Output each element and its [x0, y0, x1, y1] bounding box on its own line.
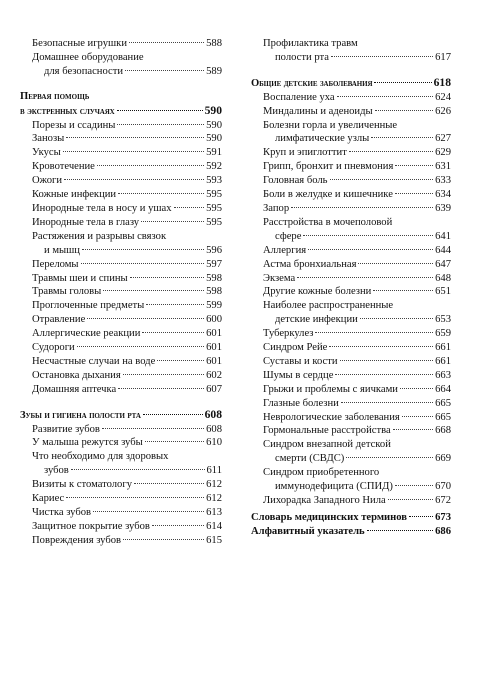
- toc-entry-page: 595: [206, 202, 222, 214]
- dot-leader: [145, 441, 204, 442]
- toc-entry[interactable]: [20, 160, 222, 174]
- toc-entry-page: 631: [435, 161, 451, 173]
- toc-entry[interactable]: [20, 478, 222, 492]
- toc-entry-page: 669: [435, 453, 451, 465]
- dot-leader: [66, 137, 204, 138]
- toc-entry[interactable]: [251, 258, 451, 272]
- toc-entry-page: 595: [206, 189, 222, 201]
- dot-leader: [118, 388, 204, 389]
- toc-entry-page: 614: [206, 520, 222, 532]
- dot-leader: [367, 530, 433, 531]
- toc-entry-page: 590: [206, 119, 222, 131]
- toc-entry[interactable]: [251, 105, 451, 119]
- toc-entry-page: 639: [435, 202, 451, 214]
- dot-leader: [395, 165, 433, 166]
- toc-entry-title: Боли в желудке и кишечнике: [263, 189, 393, 201]
- toc-entry-page: 665: [435, 397, 451, 409]
- toc-entry-page: 602: [206, 369, 222, 381]
- toc-entry[interactable]: [251, 480, 451, 494]
- toc-entry-title: Лихорадка Западного Нила: [263, 495, 386, 506]
- toc-entry-title: иммунодефицита (СПИД): [275, 481, 393, 493]
- toc-section-title: в экстренных случаях: [20, 105, 115, 117]
- dot-leader: [142, 332, 204, 333]
- dot-leader: [335, 374, 433, 375]
- toc-entry-title: Грипп, бронхит и пневмония: [263, 161, 394, 173]
- toc-entry-line: Наиболее распространенные: [263, 300, 394, 312]
- toc-entry-title: Отравление: [32, 314, 86, 326]
- toc-glossary[interactable]: [251, 511, 451, 525]
- toc-entry-page: 633: [435, 175, 451, 187]
- toc-entry[interactable]: [20, 383, 222, 397]
- toc-entry-line: Домашнее оборудование: [32, 51, 144, 63]
- toc-entry[interactable]: [251, 285, 451, 299]
- dot-leader: [315, 332, 433, 333]
- toc-entry[interactable]: [20, 327, 222, 341]
- toc-entry-page: 634: [435, 189, 451, 201]
- dot-leader: [340, 360, 434, 361]
- toc-entry[interactable]: [251, 188, 451, 202]
- toc-entry-page: 648: [435, 272, 451, 284]
- dot-leader: [123, 539, 204, 540]
- dot-leader: [373, 290, 433, 291]
- dot-leader: [117, 110, 203, 111]
- toc-section[interactable]: [20, 104, 222, 119]
- dot-leader: [360, 318, 433, 319]
- dot-leader: [371, 137, 433, 138]
- toc-entry-title: Травмы шеи и спины: [32, 272, 128, 284]
- toc-entry[interactable]: [20, 506, 222, 520]
- dot-leader: [130, 277, 204, 278]
- toc-section-title: Первая помощь: [20, 90, 90, 102]
- toc-entry-page: 664: [435, 383, 451, 395]
- toc-entry-title: Инородные тела в глазу: [32, 216, 140, 228]
- toc-entry[interactable]: [251, 91, 451, 105]
- toc-entry[interactable]: [251, 244, 451, 258]
- toc-entry-page: 588: [206, 38, 222, 49]
- dot-leader: [331, 56, 433, 57]
- toc-index[interactable]: [251, 525, 451, 539]
- toc-entry[interactable]: [20, 119, 222, 133]
- toc-entry[interactable]: [20, 285, 222, 299]
- dot-leader: [409, 516, 433, 517]
- dot-leader: [125, 70, 204, 71]
- toc-entry-page: 661: [435, 355, 451, 367]
- toc-entry-title: Развитие зубов: [32, 423, 100, 435]
- toc-entry[interactable]: [20, 313, 222, 327]
- toc-entry-title: Грыжи и проблемы с яичками: [263, 383, 398, 395]
- toc-section-page: 590: [204, 103, 222, 117]
- dot-leader: [174, 207, 205, 208]
- dot-leader: [77, 346, 204, 347]
- toc-entry[interactable]: [20, 188, 222, 202]
- toc-entry-page: 668: [435, 425, 451, 437]
- toc-entry-page: 641: [435, 230, 451, 242]
- toc-entry[interactable]: [20, 272, 222, 286]
- dot-leader: [134, 483, 204, 484]
- dot-leader: [337, 96, 433, 97]
- toc-entry[interactable]: [251, 494, 451, 508]
- toc-entry-title: полости рта: [275, 51, 329, 63]
- dot-leader: [308, 249, 433, 250]
- dot-leader: [346, 457, 433, 458]
- toc-entry-title: Воспаление уха: [263, 91, 335, 103]
- toc-entry-page: 607: [206, 383, 222, 395]
- toc-entry-title: Туберкулез: [263, 328, 314, 340]
- toc-entry[interactable]: [20, 492, 222, 506]
- toc-entry-page: 613: [206, 507, 222, 518]
- toc-entry-page: 590: [206, 133, 222, 145]
- dot-leader: [358, 263, 433, 264]
- dot-leader: [330, 179, 434, 180]
- dot-leader: [329, 346, 433, 347]
- toc-entry-page: 608: [206, 423, 222, 435]
- toc-entry[interactable]: [20, 146, 222, 160]
- toc-entry-line: Что необходимо для здоровых: [32, 451, 169, 463]
- toc-entry[interactable]: [251, 383, 451, 397]
- toc-right-column: [251, 37, 451, 539]
- toc-entry-page: 598: [206, 286, 222, 298]
- toc-entry-page: 611: [206, 465, 222, 477]
- toc-entry-title: зубов: [44, 465, 69, 477]
- toc-entry-page: 601: [206, 355, 222, 367]
- toc-entry-title: Защитное покрытие зубов: [32, 520, 150, 532]
- toc-entry-page: 644: [435, 244, 451, 256]
- toc-entry-page: 601: [206, 342, 222, 354]
- toc-entry-line: Синдром приобретенного: [263, 467, 380, 479]
- dot-leader: [341, 402, 433, 403]
- toc-entry-page: 598: [206, 272, 222, 284]
- toc-section-title: Зубы и гигиена полости рта: [20, 409, 141, 421]
- toc-entry-page: 600: [206, 314, 222, 326]
- dot-leader: [395, 193, 433, 194]
- toc-entry-page: 651: [435, 286, 451, 298]
- toc-entry[interactable]: [251, 341, 451, 355]
- toc-entry-title: Повреждения зубов: [32, 534, 122, 546]
- toc-entry-page: 661: [435, 342, 451, 354]
- toc-entry-page: 615: [206, 534, 222, 546]
- toc-entry-title: детские инфекции: [275, 314, 358, 326]
- toc-entry-page: 624: [435, 91, 451, 103]
- toc-entry[interactable]: [20, 355, 222, 369]
- dot-leader: [303, 235, 433, 236]
- toc-entry-title: Проглоченные предметы: [32, 300, 145, 312]
- dot-leader: [103, 290, 204, 291]
- toc-entry-title: Домашняя аптечка: [32, 383, 117, 395]
- toc-entry[interactable]: [20, 37, 222, 51]
- toc-entry[interactable]: [20, 244, 222, 258]
- toc-entry-title: Круп и эпиглоттит: [263, 147, 347, 159]
- dot-leader: [400, 388, 433, 389]
- toc-entry-page: 595: [206, 216, 222, 228]
- toc-section-title: Алфавитный указатель: [251, 525, 365, 537]
- toc-entry-line: Расстройства в мочеполовой: [263, 216, 393, 228]
- dot-leader: [87, 318, 204, 319]
- dot-leader: [375, 110, 434, 111]
- toc-entry[interactable]: [251, 146, 451, 160]
- dot-leader: [395, 485, 433, 486]
- toc-entry-title: Порезы и ссадины: [32, 119, 116, 131]
- toc-entry-page: 592: [206, 161, 222, 173]
- toc-entry-title: Переломы: [32, 258, 79, 270]
- toc-entry[interactable]: [20, 464, 222, 478]
- toc-entry-title: смерти (СВДС): [275, 453, 345, 465]
- toc-section-page: 608: [204, 407, 222, 421]
- dot-leader: [93, 511, 204, 512]
- dot-leader: [143, 414, 203, 415]
- toc-entry-line: Растяжения и разрывы связок: [32, 230, 167, 242]
- toc-section-page: 686: [435, 525, 451, 537]
- toc-section-title: Общие детские заболевания: [251, 77, 373, 89]
- toc-entry-line: Профилактика травм: [263, 38, 358, 49]
- toc-entry-title: Суставы и кости: [263, 355, 338, 367]
- toc-entry-title: Синдром Рейе: [263, 342, 328, 354]
- toc-entry-page: 672: [435, 495, 451, 506]
- dot-leader: [297, 277, 433, 278]
- toc-entry-title: У малыша режутся зубы: [32, 437, 143, 449]
- toc-entry[interactable]: [20, 423, 222, 437]
- toc-entry-title: Неврологические заболевания: [263, 411, 400, 423]
- toc-entry-page: 627: [435, 133, 451, 145]
- toc-entry[interactable]: [251, 369, 451, 383]
- dot-leader: [123, 374, 204, 375]
- toc-entry-page: 665: [435, 411, 451, 423]
- toc-entry[interactable]: [20, 341, 222, 355]
- toc-entry-title: Миндалины и аденоиды: [263, 105, 373, 117]
- toc-entry[interactable]: [20, 202, 222, 216]
- toc-entry-title: сфере: [275, 230, 302, 242]
- toc-entry-title: Безопасные игрушки: [32, 38, 127, 49]
- toc-entry-page: 589: [206, 65, 222, 77]
- toc-entry-page: 601: [206, 328, 222, 340]
- toc-entry[interactable]: [20, 174, 222, 188]
- dot-leader: [393, 429, 433, 430]
- toc-entry[interactable]: [251, 174, 451, 188]
- toc-section-title: Словарь медицинских терминов: [251, 511, 408, 523]
- toc-entry-page: 653: [435, 314, 451, 326]
- toc-entry-page: 599: [206, 300, 222, 312]
- toc-entry-page: 596: [206, 244, 222, 256]
- dot-leader: [81, 263, 205, 264]
- dot-leader: [82, 249, 204, 250]
- toc-entry-page: 629: [435, 147, 451, 159]
- toc-entry[interactable]: [20, 216, 222, 230]
- toc-entry-title: Укусы: [32, 147, 61, 159]
- toc-entry[interactable]: [251, 397, 451, 411]
- toc-entry-page: 610: [206, 437, 222, 449]
- toc-entry-title: Кариес: [32, 493, 65, 505]
- toc-entry-page: 626: [435, 105, 451, 117]
- toc-entry-page: 597: [206, 258, 222, 270]
- toc-entry-title: для безопасности: [44, 65, 124, 77]
- toc-entry-title: Судороги: [32, 342, 75, 354]
- toc-entry-title: Астма бронхиальная: [263, 258, 357, 270]
- toc-entry-title: Аллергия: [263, 244, 307, 256]
- toc-entry-title: Аллергические реакции: [32, 328, 141, 340]
- toc-entry-page: 617: [435, 51, 451, 63]
- dot-leader: [141, 221, 204, 222]
- toc-entry-title: Гормональные расстройства: [263, 425, 391, 437]
- toc-entry-line: Болезни горла и увеличенные: [263, 119, 398, 131]
- toc-entry-page: 612: [206, 479, 222, 491]
- dot-leader: [71, 469, 205, 470]
- toc-entry[interactable]: [20, 65, 222, 79]
- toc-entry-page: 593: [206, 175, 222, 187]
- toc-entry[interactable]: [251, 424, 451, 438]
- dot-leader: [388, 499, 433, 500]
- toc-entry-title: Другие кожные болезни: [263, 286, 372, 298]
- dot-leader: [129, 42, 204, 43]
- toc-entry-page: 659: [435, 328, 451, 340]
- toc-entry-page: 663: [435, 369, 451, 381]
- toc-entry[interactable]: [251, 355, 451, 369]
- toc-entry[interactable]: [20, 369, 222, 383]
- toc-entry[interactable]: [251, 452, 451, 466]
- toc-entry-line: Синдром внезапной детской: [263, 439, 391, 451]
- toc-entry[interactable]: [251, 327, 451, 341]
- toc-entry-page: 591: [206, 147, 222, 159]
- toc-entry[interactable]: [251, 160, 451, 174]
- toc-entry-page: 670: [435, 481, 451, 493]
- dot-leader: [157, 360, 204, 361]
- toc-entry[interactable]: [20, 299, 222, 313]
- dot-leader: [118, 193, 204, 194]
- toc-entry[interactable]: [20, 258, 222, 272]
- toc-entry-title: Визиты к стоматологу: [32, 479, 132, 491]
- toc-entry-title: Шумы в сердце: [263, 369, 334, 381]
- dot-leader: [349, 151, 433, 152]
- toc-section-page: 673: [435, 511, 451, 523]
- toc-entry[interactable]: [20, 132, 222, 146]
- dot-leader: [97, 165, 204, 166]
- dot-leader: [63, 151, 204, 152]
- toc-entry-title: Остановка дыхания: [32, 369, 121, 381]
- toc-entry-title: лимфатические узлы: [275, 133, 370, 145]
- toc-entry-title: Несчастные случаи на воде: [32, 355, 156, 367]
- toc-entry-title: Экзема: [263, 272, 296, 284]
- toc-entry-page: 647: [435, 258, 451, 270]
- toc-entry[interactable]: [251, 411, 451, 425]
- toc-entry-title: Кровотечение: [32, 161, 95, 173]
- toc-entry-title: и мышц: [44, 244, 80, 256]
- toc-section[interactable]: [251, 76, 451, 91]
- toc-entry[interactable]: [251, 202, 451, 216]
- dot-leader: [64, 179, 204, 180]
- toc-entry-title: Кожные инфекции: [32, 189, 117, 201]
- toc-section[interactable]: [20, 408, 222, 423]
- toc-entry[interactable]: [20, 436, 222, 450]
- toc-entry-title: Травмы головы: [32, 286, 102, 298]
- toc-entry[interactable]: [251, 272, 451, 286]
- toc-entry-title: Глазные болезни: [263, 397, 339, 409]
- dot-leader: [291, 207, 433, 208]
- dot-leader: [102, 428, 204, 429]
- toc-entry-title: Инородные тела в носу и ушах: [32, 202, 172, 214]
- toc-entry[interactable]: [251, 132, 451, 146]
- dot-leader: [374, 82, 431, 83]
- dot-leader: [117, 124, 204, 125]
- toc-entry-title: Занозы: [32, 133, 65, 145]
- dot-leader: [402, 416, 433, 417]
- toc-entry-title: Ожоги: [32, 175, 63, 187]
- toc-entry[interactable]: [20, 520, 222, 534]
- toc-entry[interactable]: [20, 534, 222, 548]
- toc-left-column: [20, 37, 222, 548]
- dot-leader: [66, 497, 204, 498]
- toc-entry[interactable]: [251, 230, 451, 244]
- toc-entry-page: 612: [206, 493, 222, 505]
- dot-leader: [152, 525, 204, 526]
- toc-entry-title: Головная боль: [263, 175, 328, 187]
- toc-entry-title: Запор: [263, 202, 290, 214]
- toc-entry[interactable]: [251, 313, 451, 327]
- toc-entry[interactable]: [251, 51, 451, 65]
- toc-section-page: 618: [433, 75, 451, 89]
- dot-leader: [146, 304, 204, 305]
- toc-entry-title: Чистка зубов: [32, 507, 92, 518]
